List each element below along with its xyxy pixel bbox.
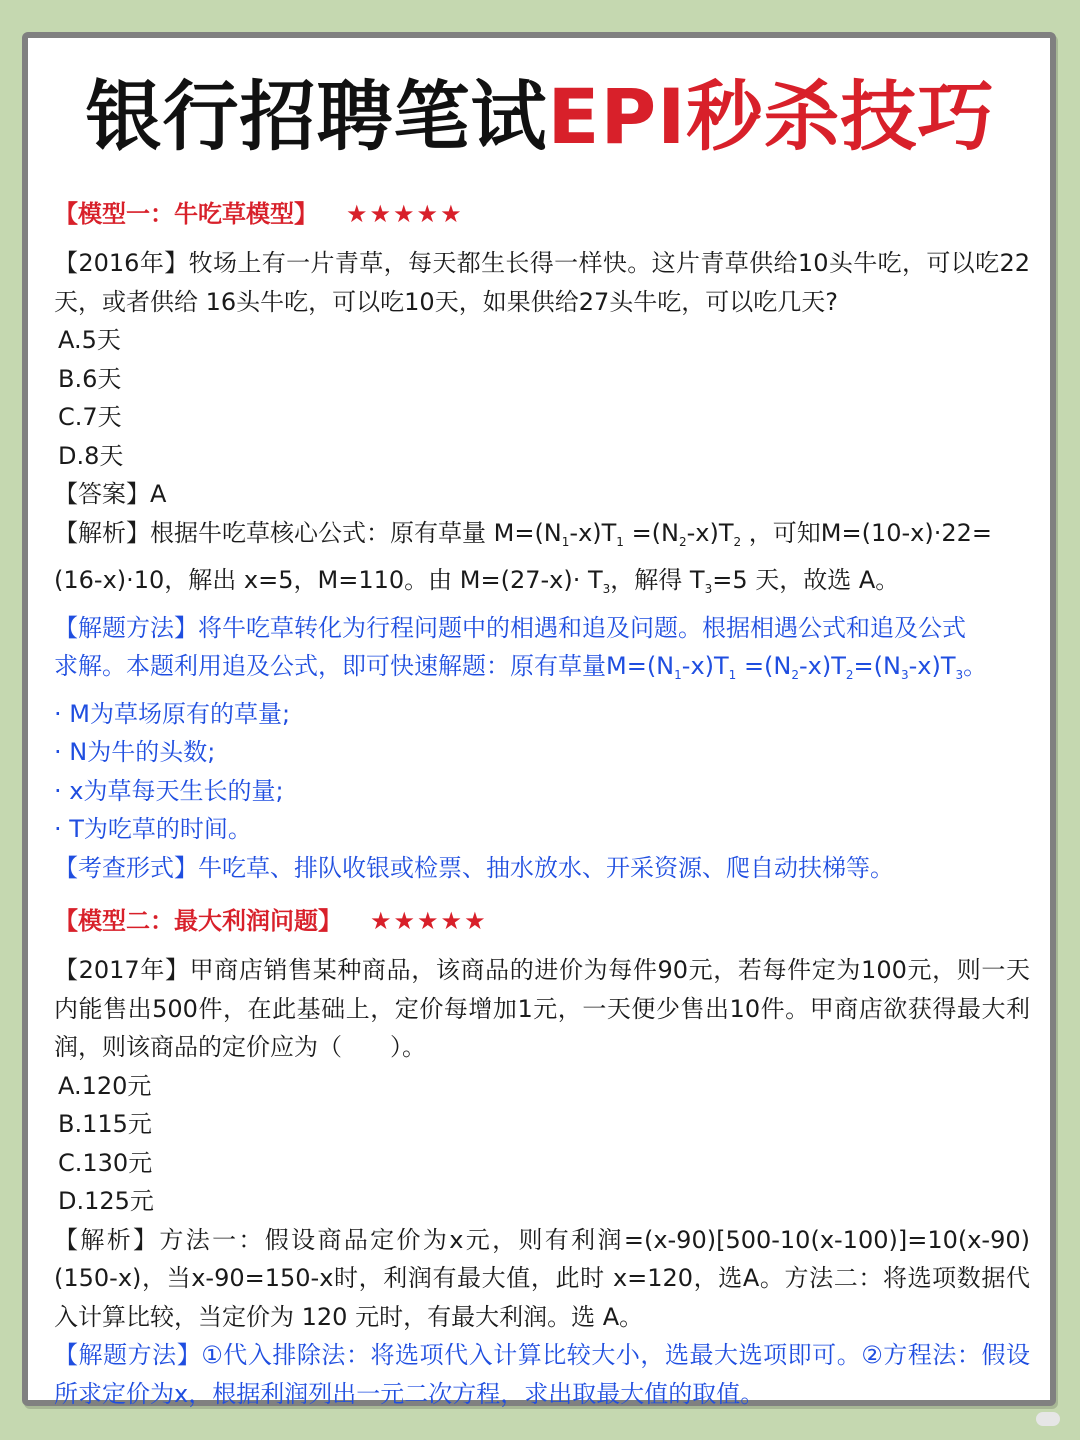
model1-bullet-m: · M为草场原有的草量; bbox=[54, 699, 291, 728]
model2-option-a: A.120元 bbox=[58, 1071, 152, 1100]
model1-method-line2: 求解。本题利用追及公式，即可快速解题：原有草量$M=(N_1-x)T_1 =(N_2-x)T_2=(N_3-x)T_3$。 bbox=[54, 652, 988, 682]
model1-option-d: D.8天 bbox=[58, 441, 124, 470]
model1-option-b: B.6天 bbox=[58, 364, 122, 393]
model2-option-c: C.130元 bbox=[58, 1148, 153, 1177]
model1-option-a: A.5天 bbox=[58, 326, 121, 354]
title-part-black: 银行招聘笔试 bbox=[85, 72, 548, 161]
model2-heading-text: 【模型二：最大利润问题】 bbox=[54, 907, 342, 935]
model1-heading-text: 【模型一：牛吃草模型】 bbox=[54, 200, 318, 228]
model1-analysis-line2: (16-x)·10，解出 x=5，M=110。由 $M=(27-x)\cdot T_3$，解得 $T_3=5$ 天，故选 A。 bbox=[54, 566, 900, 596]
model2-option-d: D.125元 bbox=[58, 1187, 154, 1215]
model1-bullet-t: · T为吃草的时间。 bbox=[54, 815, 252, 843]
model1-bullet-n: · N为牛的头数; bbox=[54, 738, 216, 766]
model2-heading bbox=[54, 901, 1030, 941]
model1-method-line1: 【解题方法】将牛吃草转化为行程问题中的相遇和追及问题。根据相遇公式和追及公式 bbox=[54, 613, 966, 642]
title-part-red: EPI秒杀技巧 bbox=[547, 72, 995, 161]
model2-question: 【2017年】甲商店销售某种商品，该商品的进价为每件90元，若每件定为100元，则一天内能售出500件，在此基础上，定价每增加1元，一天便少售出10件。甲商店欲获得最大利润，则该商品的定价应为（ ）。 bbox=[54, 956, 1030, 1061]
page-title bbox=[0, 72, 1080, 162]
model1-heading bbox=[54, 194, 1030, 234]
model1-forms: 【考查形式】牛吃草、排队收银或检票、抽水放水、开采资源、爬自动扶梯等。 bbox=[54, 853, 894, 882]
article-body bbox=[54, 194, 1030, 1413]
model1-bullet-x: · x为草每天生长的量; bbox=[54, 776, 284, 805]
model1-stars: ★★★★★ bbox=[346, 200, 464, 228]
model1-option-c: C.7天 bbox=[58, 403, 122, 431]
home-indicator bbox=[1036, 1412, 1060, 1426]
model2-option-b: B.115元 bbox=[58, 1110, 152, 1138]
model2-method: 【解题方法】①代入排除法：将选项代入计算比较大小，选最大选项即可。②方程法：假设所求定价为x，根据利润列出一元二次方程，求出取最大值的取值。 bbox=[54, 1341, 1030, 1408]
model2-analysis: 【解析】方法一：假设商品定价为x元，则有利润=(x-90)[500-10(x-100)]=10(x-90)(150-x)，当x-90=150-x时，利润有最大值，此时 x=120，选A。方法二：将选项数据代入计算比较，当定价为 120 元时，有最大利润。选 A。 bbox=[54, 1225, 1030, 1331]
model1-analysis-line1: 【解析】根据牛吃草核心公式：原有草量 $M=(N_1-x)T_1 =(N_2-x)T_2$ ，可知M=(10-x)·22= bbox=[54, 518, 993, 549]
model1-question: 【2016年】牧场上有一片青草，每天都生长得一样快。这片青草供给10头牛吃，可以吃22天，或者供给 16头牛吃，可以吃10天，如果供给27头牛吃，可以吃几天? bbox=[54, 249, 1030, 316]
model1-answer: 【答案】A bbox=[54, 480, 167, 508]
model2-stars: ★★★★★ bbox=[370, 907, 488, 935]
